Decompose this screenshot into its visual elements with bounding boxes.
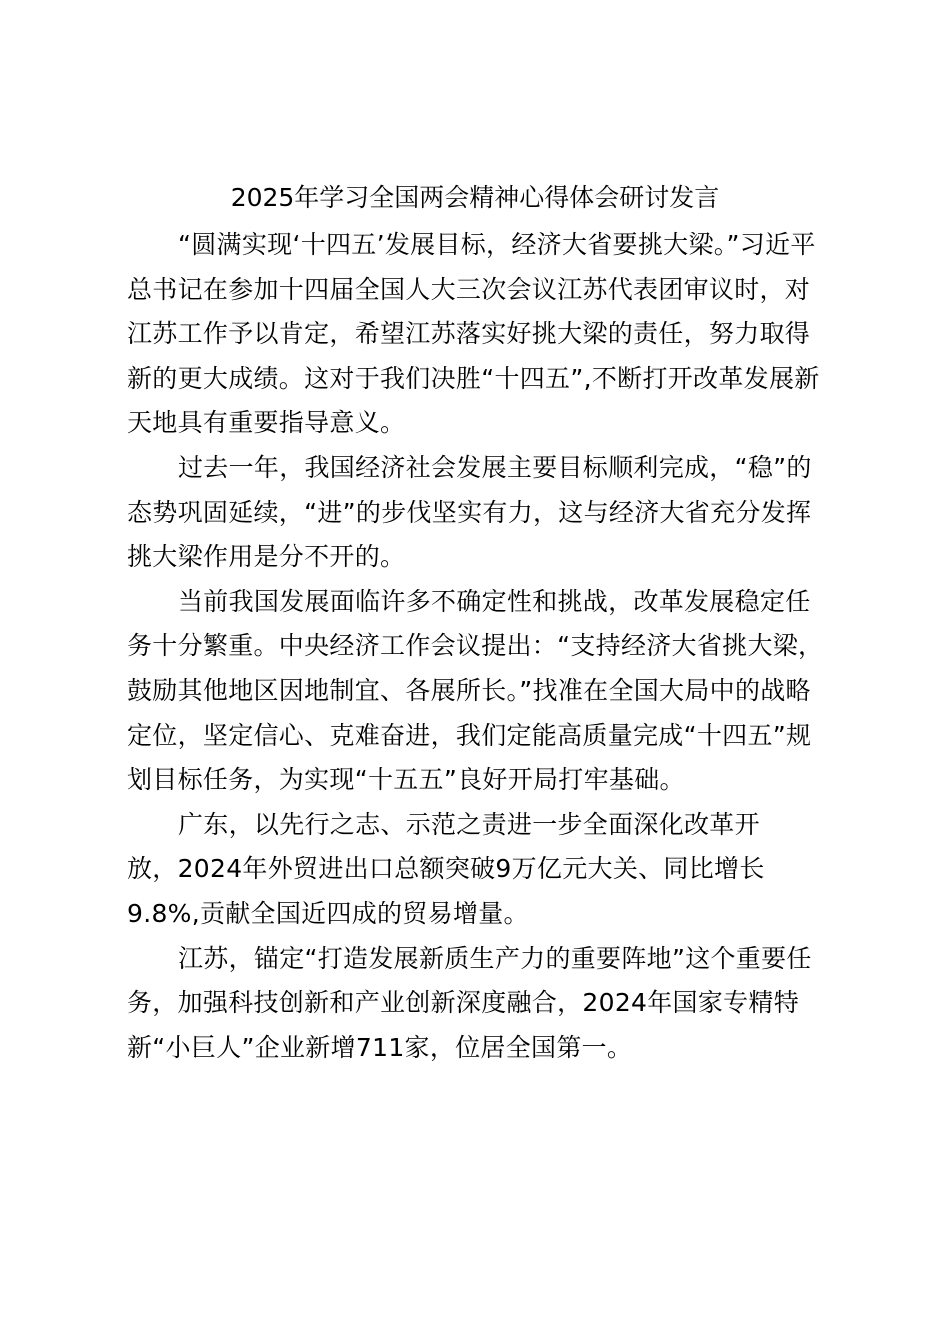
paragraph-line: 挑大梁作用是分不开的。 <box>127 542 406 572</box>
paragraph-4 <box>127 803 833 937</box>
paragraph-line: 9.8%,贡献全国近四成的贸易增量。 <box>127 898 529 928</box>
paragraph-line: 划目标任务，为实现“十五五”良好开局打牢基础。 <box>127 765 685 795</box>
paragraph-3 <box>127 580 833 803</box>
paragraph-line: 天地具有重要指导意义。 <box>127 408 406 438</box>
paragraph-line: 广东，以先行之志、示范之责进一步全面深化改革开 <box>178 809 760 839</box>
paragraph-line: 务十分繁重。中央经济工作会议提出：“支持经济大省挑大梁， <box>127 631 824 661</box>
paragraph-2 <box>127 446 833 580</box>
paragraph-line: 总书记在参加十四届全国人大三次会议江苏代表团审议时，对 <box>127 274 811 304</box>
paragraph-line: 过去一年，我国经济社会发展主要目标顺利完成，“稳”的 <box>178 452 812 482</box>
paragraph-line: 放，2024年外贸进出口总额突破9万亿元大关、同比增长 <box>127 854 765 884</box>
paragraph-line: 江苏，锚定“打造发展新质生产力的重要阵地”这个重要任 <box>178 943 812 973</box>
paragraph-line: 态势巩固延续，“进”的步伐坚实有力，这与经济大省充分发挥 <box>127 497 812 527</box>
paragraph-line: 鼓励其他地区因地制宜、各展所长。”找准在全国大局中的战略 <box>127 675 811 705</box>
paragraph-line: 定位，坚定信心、克难奋进，我们定能高质量完成“十四五”规 <box>127 720 812 750</box>
paragraph-line: 新的更大成绩。这对于我们决胜“十四五”,不断打开改革发展新 <box>127 363 820 393</box>
document-title: 2025年学习全国两会精神心得体会研讨发言 <box>230 183 720 212</box>
paragraph-1 <box>127 223 833 446</box>
paragraph-line: 江苏工作予以肯定，希望江苏落实好挑大梁的责任，努力取得 <box>127 319 811 349</box>
paragraph-line: “圆满实现‘十四五’发展目标，经济大省要挑大梁。”习近平 <box>178 230 816 259</box>
paragraph-line: 当前我国发展面临许多不确定性和挑战，改革发展稳定任 <box>178 586 811 616</box>
paragraph-line: 务，加强科技创新和产业创新深度融合，2024年国家专精特 <box>127 988 800 1018</box>
paragraph-5 <box>127 937 833 1071</box>
document-body <box>127 223 833 1070</box>
paragraph-line: 新“小巨人”企业新增711家，位居全国第一。 <box>127 1032 633 1062</box>
